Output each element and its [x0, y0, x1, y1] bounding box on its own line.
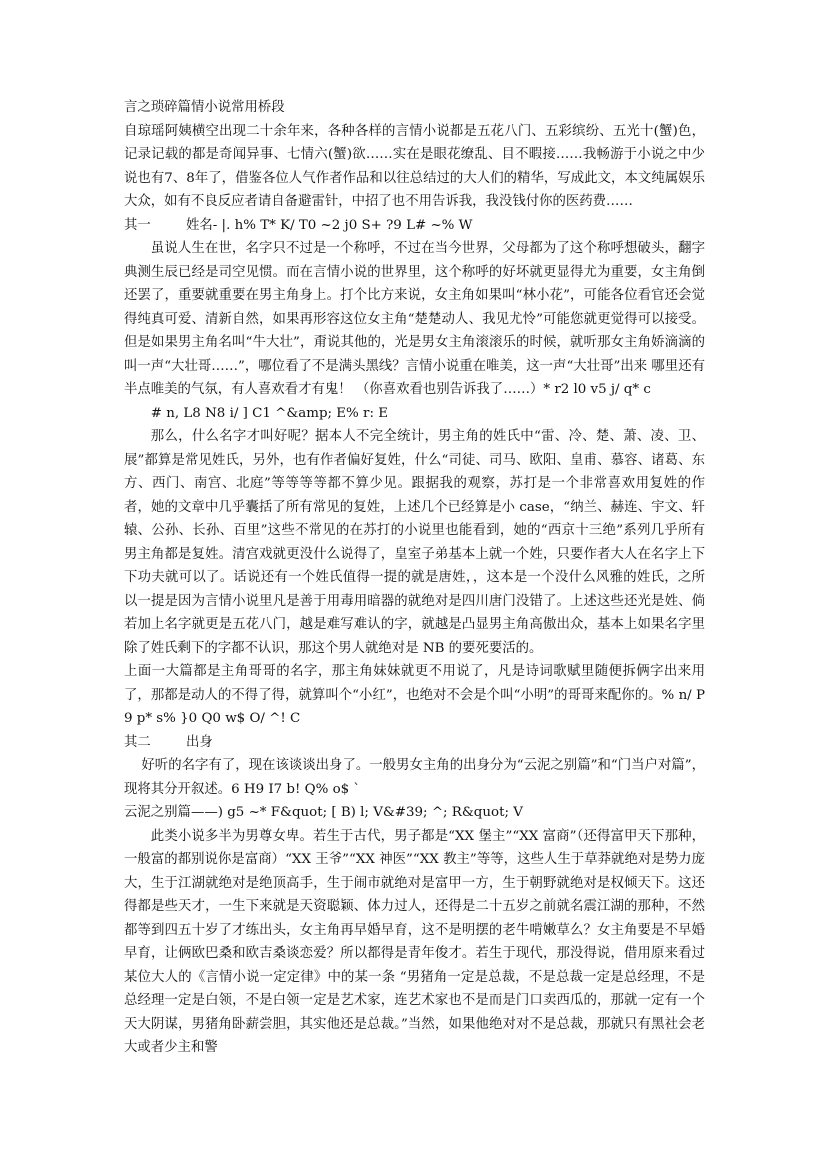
section-2-subheading: 云泥之别篇——) g5 ~* F&quot; [ B) l; V&#39; ^; R&quot; V [124, 805, 523, 820]
section-2-heading [124, 731, 705, 755]
section-2-title: 出身 [186, 734, 213, 750]
section-2-paragraph-1: 好听的名字有了，现在该谈谈出身了。一般男女主角的出身分为“云泥之别篇”和“门当户对篇”，现将其分开叙述。6 H9 I7 b! Q% o$ ` [124, 758, 705, 797]
section-1-paragraph-3: 上面一大篇都是主角哥哥的名字，那主角妹妹就更不用说了，凡是诗词歌赋里随便拆俩字出来用了，那都是动人的不得了得，就算叫个“小红”，也绝对不会是个叫“小明”的哥哥来配你的。% n/ P9 p* s% }0 Q0 w$ O/ ^! C [124, 664, 705, 726]
section-1-title: 姓名- |. h% T* K/ T0 ~2 j0 S+ ?9 L# ~% W [186, 217, 473, 233]
section-1-label: 其一 [124, 217, 151, 233]
section-1-heading [124, 214, 705, 238]
section-2-paragraph-2: 此类小说多半为男尊女卑。若生于古代，男子都是“XX 堡主”“XX 富商”（还得富甲天下那种，一般富的都别说你是富商）“XX 王爷”“XX 神医”“XX 教主”等等，这些人生于草莽就绝对是势力庞大，生于江湖就绝对是绝顶高手，生于闹市就绝对是富甲一方，生于朝野就绝对是权倾天下。这还得都是些天才，一生下来就是天资聪颖、体力过人，还得是二十五岁之前就名震江湖的那种，不然都等到四五十岁了才练出头，女主角再早婚早育，这不是明摆的老牛啃嫩草么？女主角要是不早婚早育，让俩欧巴桑和欧吉桑谈恋爱？所以都得是青年俊才。若生于现代，那没得说，借用原来看过某位大人的《言情小说一定定律》中的某一条 “男猪角一定是总裁，不是总裁一定是总经理，不是总经理一定是白领，不是白领一定是艺术家，连艺术家也不是而是门口卖西瓜的，那就一定有一个天大阴谋，男猪角卧薪尝胆，其实他还是总裁。”当然，如果他绝对对不是总裁，那就只有黑社会老大或者少主和警 [124, 828, 705, 1055]
document-title: 言之琐碎篇情小说常用桥段 [124, 100, 285, 115]
section-1-paragraph-2: 那么，什么名字才叫好呢？据本人不完全统计，男主角的姓氏中“雷、冷、楚、萧、凌、卫、展”都算是常见姓氏，另外，也有作者偏好复姓，什么“司徒、司马、欧阳、皇甫、慕容、诸葛、东方、西门、南宫、北庭”等等等等都不算少见。跟据我的观察，苏打是一个非常喜欢用复姓的作者，她的文章中几乎囊括了所有常见的复姓，上述几个已经算是小 case，“纳兰、赫连、宇文、轩辕、公孙、长孙、百里”这些不常见的在苏打的小说里也能看到，她的“西京十三绝”系列几乎所有男主角都是复姓。清宫戏就更没什么说得了，皇室子弟基本上就一个姓，只要作者大人在名字上下下功夫就可以了。话说还有一个姓氏值得一提的就是唐姓，，这本是一个没什么风雅的姓氏，之所以一提是因为言情小说里凡是善于用毒用暗器的就绝对是四川唐门没错了。上述这些还光是姓、倘若加上名字就更是五花八门，越是难写难认的字，就越是凸显男主角高傲出众，基本上如果名字里除了姓氏剩下的字都不认识，那这个男人就绝对是 NB 的要死要活的。 [124, 429, 705, 656]
document-page [124, 96, 705, 1060]
intro-paragraph: 自琼瑶阿姨横空出现二十余年来，各种各样的言情小说都是五花八门、五彩缤纷、五光十(蟹)色，记录记载的都是奇闻异事、七情六(蟹)欲……实在是眼花缭乱、目不暇接……我畅游于小说之中少说也有7、8年了，借鉴各位人气作者作品和以往总结过的大人们的精华，写成此文，本文纯属娱乐大众，如有不良反应者请自备避雷针，中招了也不用告诉我，我没钱付你的医药费…… [124, 123, 705, 209]
section-2-label: 其二 [124, 734, 151, 750]
section-1-garbled-line: # n, L8 N8 i/ ] C1 ^&amp; E% r: E [150, 405, 388, 421]
section-1-paragraph-1: 虽说人生在世，名字只不过是一个称呼，不过在当今世界，父母都为了这个称呼想破头，翻字典测生辰已经是司空见惯。而在言情小说的世界里，这个称呼的好坏就更显得尤为重要，女主角倒还罢了，重要就重要在男主角身上。打个比方来说，女主角如果叫“林小花”，可能各位看官还会觉得纯真可爱、清新自然，如果再形容这位女主角“楚楚动人、我见尤怜”可能您就更觉得可以接受。但是如果男主角名叫“牛大壮”，甭说其他的，光是男女主角滚滚乐的时候，就听那女主角娇滴滴的叫一声“大壮哥……”，哪位看了不是满头黑线？言情小说重在唯美，这一声“大壮哥”出来 哪里还有半点唯美的气氛，有人喜欢看才有鬼！ （你喜欢看也别告诉我了……）* r2 l0 v5 j/ q* c [124, 241, 705, 397]
